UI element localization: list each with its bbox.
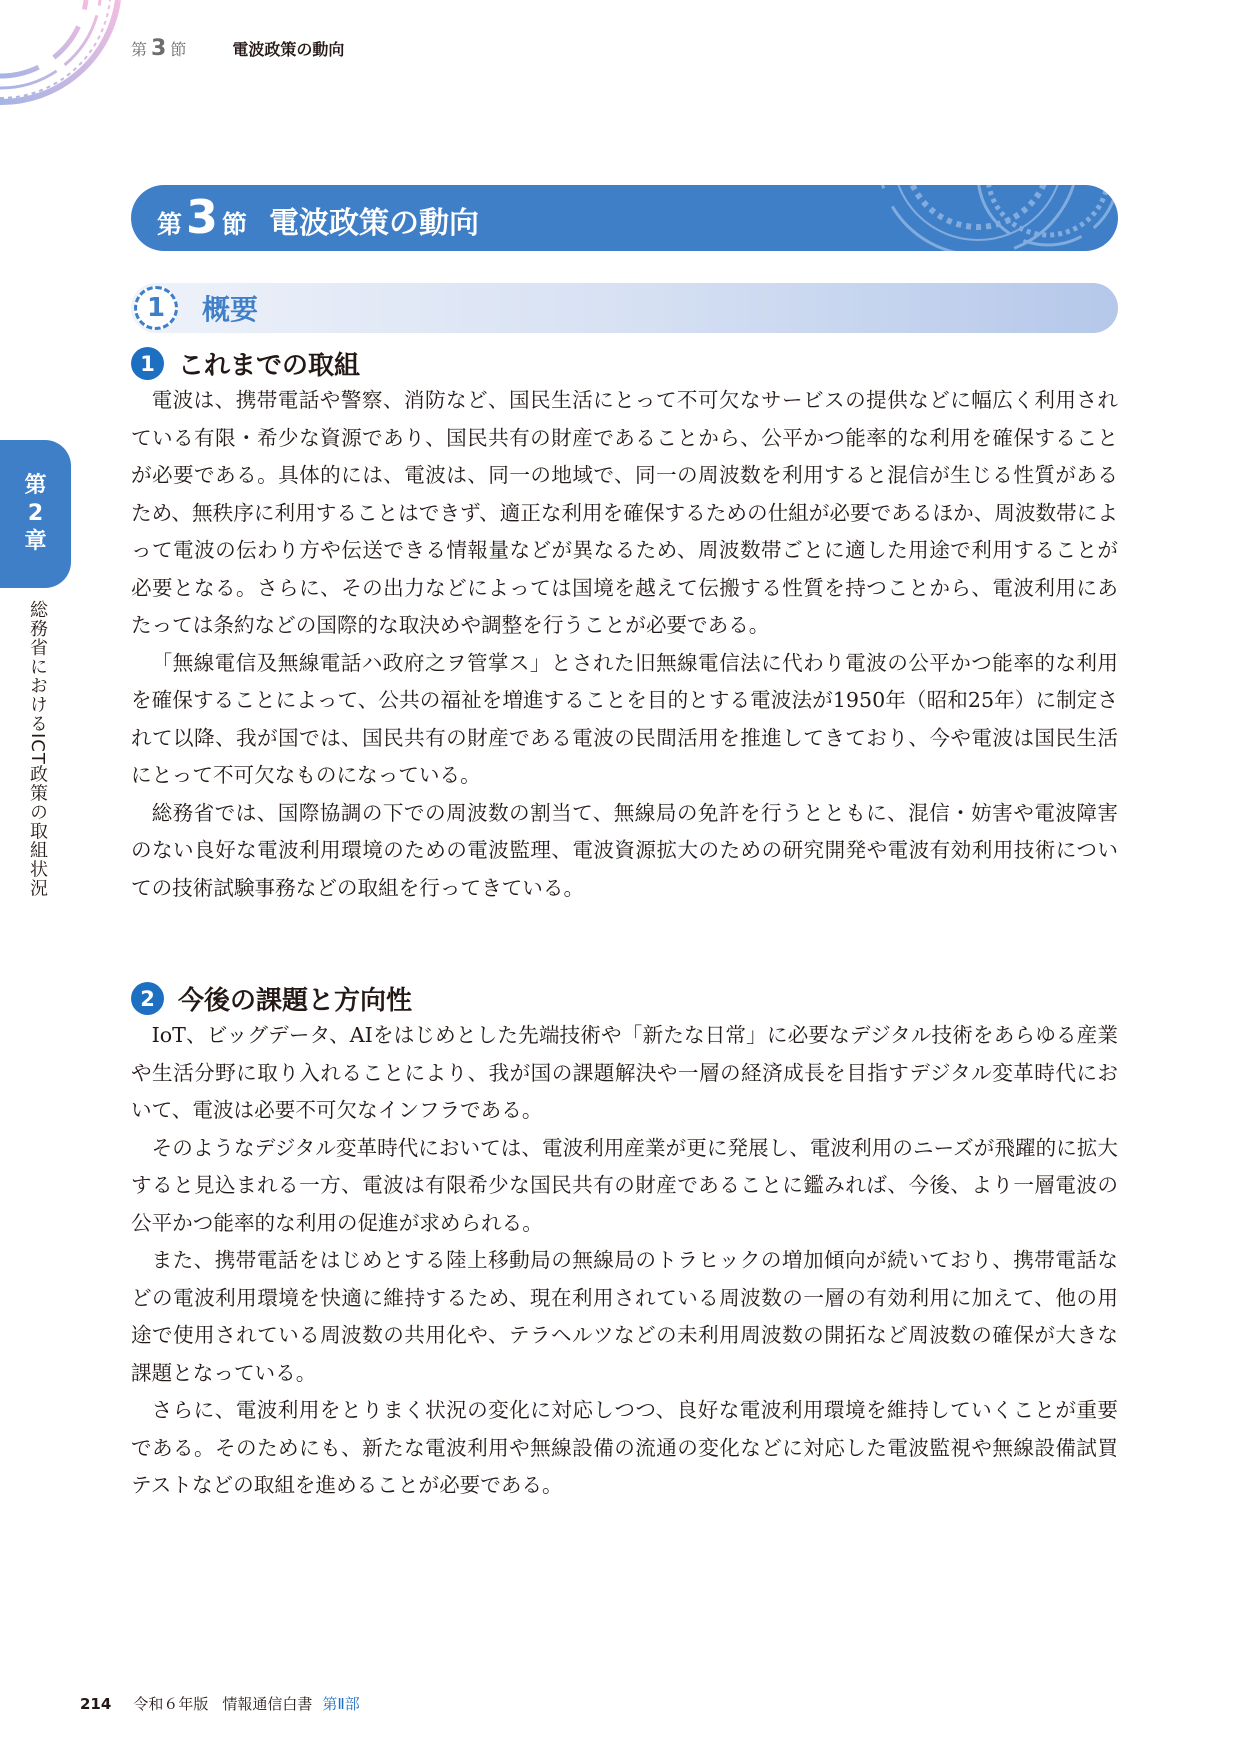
running-head [131, 36, 344, 61]
paragraph: 電波は、携帯電話や警察、消防など、国民生活にとって不可欠なサービスの提供などに幅広く利用されている有限・希少な資源であり、国民共有の財産であることから、公平かつ能率的な利用を確保することが必要である。具体的には、電波は、同一の地域で、同一の周波数を利用すると混信が生じる性質があるため、無秩序に利用することはできず、適正な利用を確保するための仕組が必要であるほか、周波数帯によって電波の伝わり方や伝送できる情報量などが異なるため、周波数帯ごとに適した用途で利用することが必要となる。さらに、その出力などによっては国境を越えて伝搬する性質を持つことから、電波利用にあたっては条約などの国際的な取決めや調整を行うことが必要である。 [131, 388, 1118, 637]
running-head-title: 電波政策の動向 [232, 40, 345, 59]
section-suffix: 節 [170, 40, 187, 59]
chapter-number: 2 [27, 501, 44, 526]
number-badge-icon: 2 [131, 982, 164, 1015]
part-label: 第Ⅱ部 [322, 1695, 360, 1713]
section-banner-number: 3 [186, 190, 219, 244]
section-2-body [131, 1017, 1118, 1505]
edition-label: 令和６年版 [133, 1695, 209, 1713]
chapter-suffix: 章 [24, 529, 47, 554]
paragraph: そのようなデジタル変革時代においては、電波利用産業が更に発展し、電波利用のニーズが飛躍的に拡大すると見込まれる一方、電波は有限希少な国民共有の財産であることに鑑みれば、今後、より一層電波の公平かつ能率的な利用の促進が求められる。 [131, 1135, 1118, 1235]
paragraph: 「無線電信及無線電話ハ政府之ヲ管掌ス」とされた旧無線電信法に代わり電波の公平かつ能率的な利用を確保することによって、公共の福祉を増進することを目的とする電波法が1950年（昭和25年）に制定されて以降、我が国では、国民共有の財産である電波の民間活用を推進してきており、今や電波は国民生活にとって不可欠なものになっている。 [131, 650, 1118, 787]
banner-arc-decoration [788, 185, 1118, 251]
subsection-title: 概要 [202, 293, 259, 326]
page-footer [80, 1693, 360, 1714]
section-1-body [131, 382, 1118, 907]
number-badge-icon: 1 [131, 347, 164, 380]
running-head-section [131, 36, 186, 61]
section-banner [131, 185, 1118, 251]
chapter-tab [0, 440, 71, 588]
section-banner-prefix: 第 [157, 210, 183, 239]
book-title: 情報通信白書 [222, 1695, 313, 1713]
section-prefix: 第 [131, 40, 148, 59]
section-banner-label [157, 190, 480, 244]
heading-text: 今後の課題と方向性 [178, 986, 413, 1016]
section-banner-title: 電波政策の動向 [269, 206, 480, 241]
chapter-title-vertical: 総務省におけるICT政策の取組状況 [27, 600, 48, 898]
subsection-bar [131, 283, 1118, 333]
section-banner-suffix: 節 [222, 210, 248, 239]
paragraph: 総務省では、国際協調の下での周波数の割当て、無線局の免許を行うとともに、混信・妨害や電波障害のない良好な電波利用環境のための電波監理、電波資源拡大のための研究開発や電波有効利用技術についての技術試験事務などの取組を行ってきている。 [131, 800, 1118, 900]
paragraph: また、携帯電話をはじめとする陸上移動局の無線局のトラヒックの増加傾向が続いており、携帯電話などの電波利用環境を快適に維持するため、現在利用されている周波数の一層の有効利用に加えて、他の用途で使用されている周波数の共用化や、テラヘルツなどの未利用周波数の開拓など周波数の確保が大きな課題となっている。 [131, 1248, 1118, 1385]
paragraph: IoT、ビッグデータ、AIをはじめとした先端技術や「新たな日常」に必要なデジタル技術をあらゆる産業や生活分野に取り入れることにより、我が国の課題解決や一層の経済成長を目指すデジタル変革時代において、電波は必要不可欠なインフラである。 [131, 1023, 1118, 1122]
heading-future-issues [131, 980, 412, 1017]
heading-past-efforts [131, 345, 360, 382]
paragraph: さらに、電波利用をとりまく状況の変化に対応しつつ、良好な電波利用環境を維持していくことが重要である。そのためにも、新たな電波利用や無線設備の流通の変化などに対応した電波監視や無線設備試買テストなどの取組を進めることが必要である。 [131, 1398, 1118, 1497]
heading-text: これまでの取組 [178, 351, 361, 381]
corner-arc-decoration [0, 0, 130, 110]
chapter-prefix: 第 [24, 473, 47, 498]
section-number: 3 [151, 36, 167, 61]
page-number: 214 [80, 1695, 112, 1713]
subsection-number-badge: 1 [134, 286, 178, 330]
